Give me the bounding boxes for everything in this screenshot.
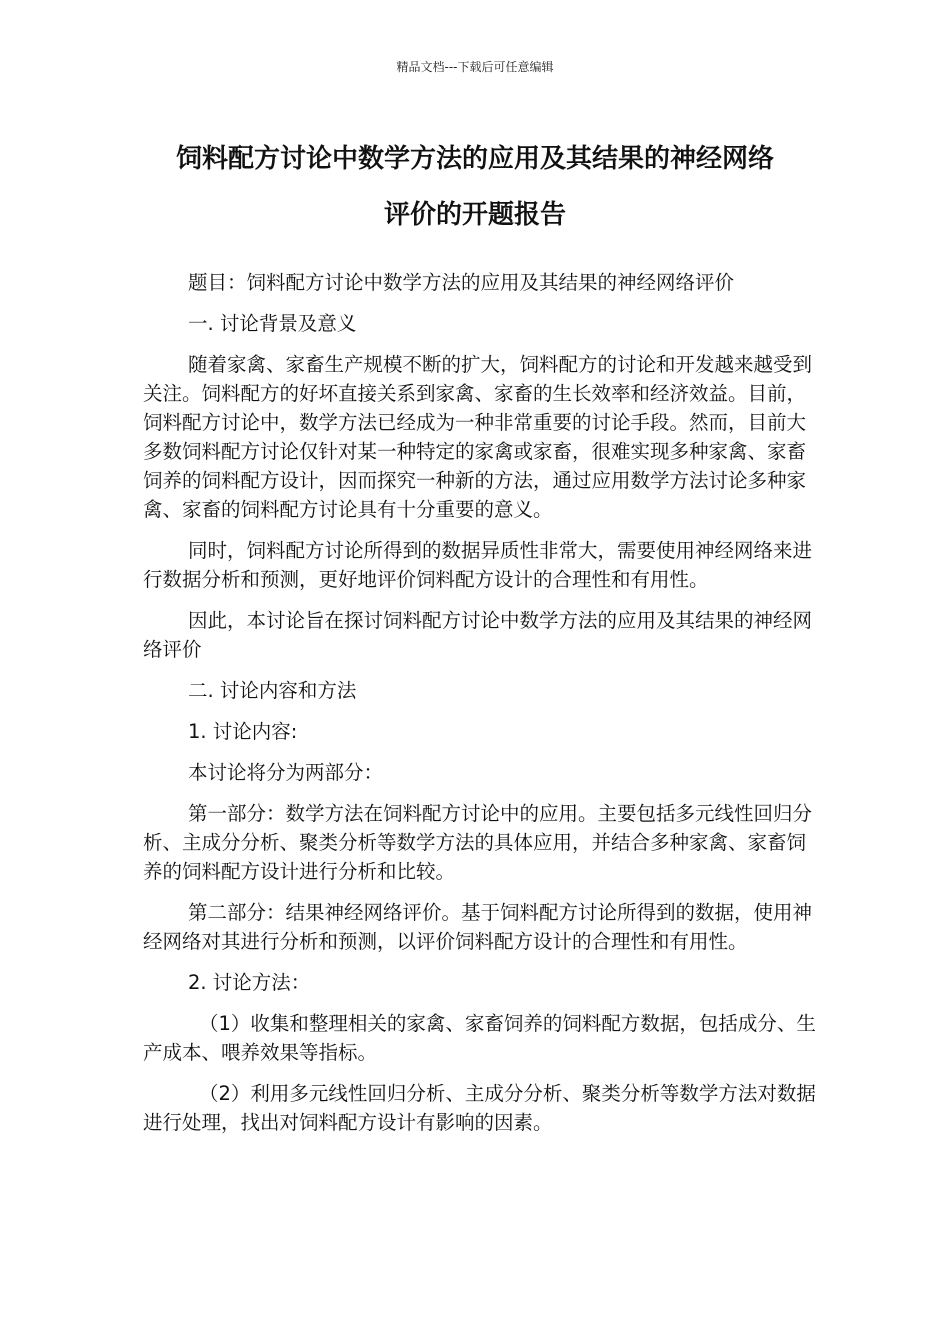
topic-line: 题目：饲料配方讨论中数学方法的应用及其结果的神经网络评价 [188, 271, 735, 294]
paragraph-two-parts: 本讨论将分为两部分： [188, 761, 384, 784]
document-title-line-1: 饲料配方讨论中数学方法的应用及其结果的神经网络 [175, 144, 774, 174]
paragraph-purpose: 因此，本讨论旨在探讨饲料配方讨论中数学方法的应用及其结果的神经网络评价 [143, 609, 813, 661]
section-heading-content-methods: 二. 讨论内容和方法 [188, 679, 357, 702]
paragraph-part-two: 第二部分：结果神经网络评价。基于饲料配方讨论所得到的数据，使用神经网络对其进行分析和预测，以评价饲料配方设计的合理性和有用性。 [143, 901, 813, 953]
paragraph-part-one: 第一部分：数学方法在饲料配方讨论中的应用。主要包括多元线性回归分析、主成分分析、聚类分析等数学方法的具体应用，并结合多种家禽、家畜饲养的饲料配方设计进行分析和比较。 [143, 802, 813, 883]
document-title-line-2: 评价的开题报告 [383, 200, 566, 230]
section-heading-background: 一. 讨论背景及意义 [188, 312, 357, 335]
method-item-2: （2）利用多元线性回归分析、主成分分析、聚类分析等数学方法对数据进行处理，找出对饲料配方设计有影响的因素。 [143, 1082, 816, 1134]
document-body [143, 268, 823, 1149]
paragraph-data-heterogeneity: 同时，饲料配方讨论所得到的数据异质性非常大，需要使用神经网络来进行数据分析和预测，更好地评价饲料配方设计的合理性和有用性。 [143, 539, 813, 591]
paragraph-background: 随着家禽、家畜生产规模不断的扩大，饲料配方的讨论和开发越来越受到关注。饲料配方的好坏直接关系到家禽、家畜的生长效率和经济效益。目前，饲料配方讨论中，数学方法已经成为一种非常重要的讨论手段。然而，目前大多数饲料配方讨论仅针对某一种特定的家禽或家畜，很难实现多种家禽、家畜饲养的饲料配方设计，因而探究一种新的方法，通过应用数学方法讨论多种家禽、家畜的饲料配方讨论具有十分重要的意义。 [143, 353, 813, 521]
subheading-content: 1. 讨论内容: [188, 720, 298, 743]
header-note: 精品文档---下载后可任意编辑 [396, 60, 554, 74]
method-item-1: （1）收集和整理相关的家禽、家畜饲养的饲料配方数据，包括成分、生产成本、喂养效果等指标。 [143, 1012, 816, 1064]
subheading-methods: 2. 讨论方法： [188, 971, 311, 994]
